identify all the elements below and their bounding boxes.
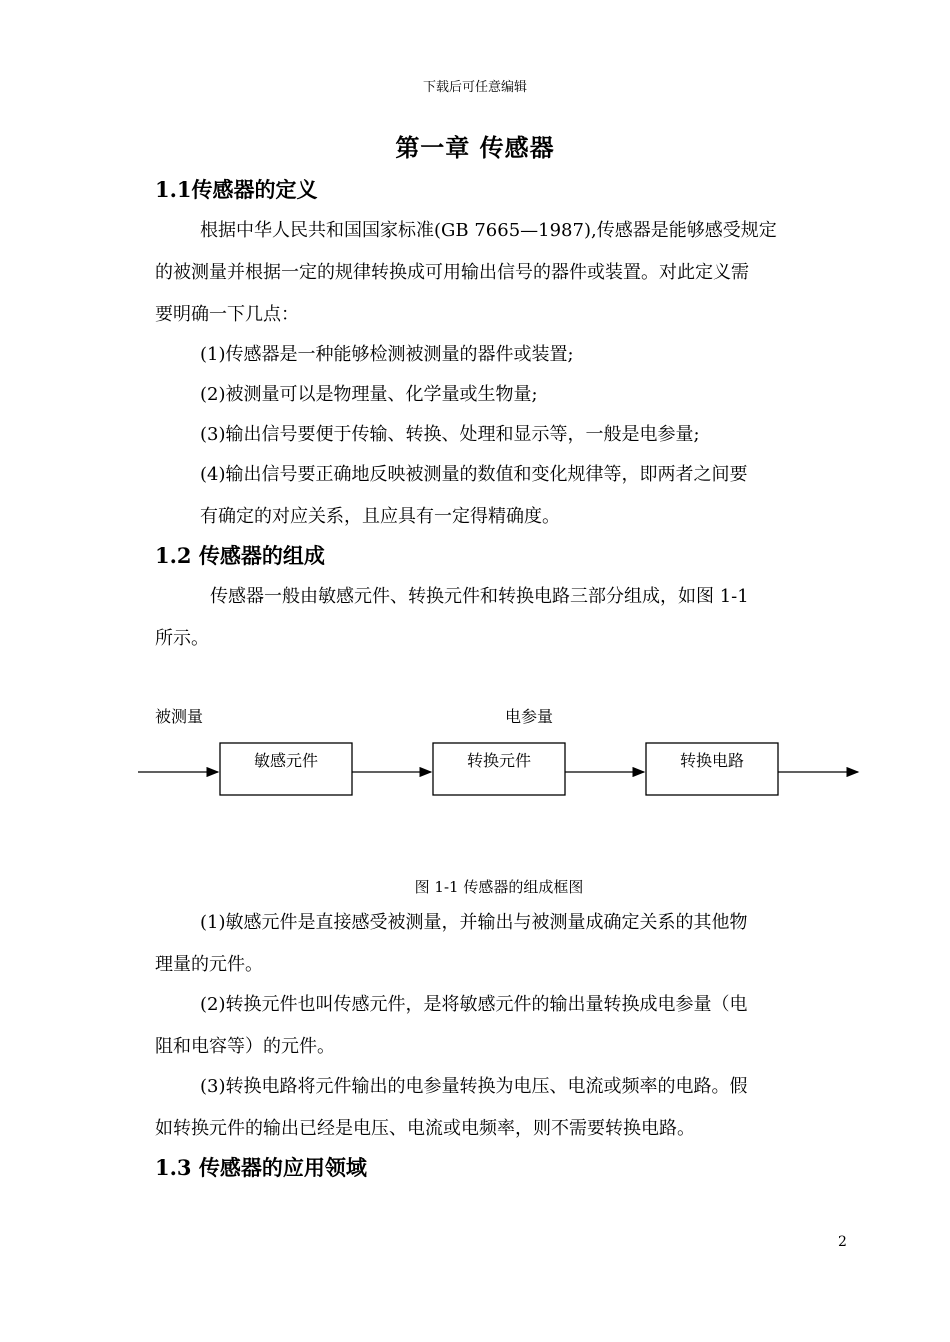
header-note: 下载后可任意编辑 [422,80,527,95]
point-1: (1)传感器是一种能够检测被测量的器件或装置; [200,344,574,365]
point-2: (2)被测量可以是物理量、化学量或生物量; [200,384,538,405]
explanation-1-continued: 理量的元件。 [155,954,263,975]
block-diagram-svg [130,700,870,810]
explanation-3-continued: 如转换元件的输出已经是电压、电流或电频率，则不需要转换电路。 [155,1118,695,1139]
explanation-1: (1)敏感元件是直接感受被测量，并输出与被测量成确定关系的其他物 [200,912,748,933]
sensing-element-label: 敏感元件 [253,751,319,770]
section-heading-1-2: 1.2 传感器的组成 [155,543,325,568]
input-label: 被测量 [155,707,204,726]
page-number: 2 [838,1234,847,1250]
point-3: (3)输出信号要便于传输、转换、处理和显示等，一般是电参量; [200,424,700,445]
explanation-3: (3)转换电路将元件输出的电参量转换为电压、电流或频率的电路。假 [200,1076,748,1097]
block-diagram [130,700,870,810]
transduction-element-label: 转换元件 [466,751,532,770]
figure-caption: 图 1-1 传感器的组成框图 [414,878,584,896]
composition-line-2: 所示。 [155,628,209,649]
section-heading-1-3: 1.3 传感器的应用领域 [155,1155,367,1180]
definition-line-3: 要明确一下几点： [155,304,299,325]
explanation-2: (2)转换元件也叫传感元件，是将敏感元件的输出量转换成电参量（电 [200,994,748,1015]
section-heading-1-1: 1.1传感器的定义 [155,177,318,202]
explanation-2-continued: 阻和电容等）的元件。 [155,1036,335,1057]
definition-line-2: 的被测量并根据一定的规律转换成可用输出信号的器件或装置。对此定义需 [155,262,749,283]
chapter-title: 第一章 传感器 [395,133,555,162]
definition-line-1: 根据中华人民共和国国家标准(GB 7665—1987),传感器是能够感受规定 [200,220,777,241]
point-4-continued: 有确定的对应关系，且应具有一定得精确度。 [200,506,560,527]
composition-line-1: 传感器一般由敏感元件、转换元件和转换电路三部分组成，如图 1-1 [210,586,749,607]
conversion-circuit-label: 转换电路 [679,751,745,770]
electrical-parameter-label: 电参量 [505,707,554,726]
point-4: (4)输出信号要正确地反映被测量的数值和变化规律等，即两者之间要 [200,464,748,485]
